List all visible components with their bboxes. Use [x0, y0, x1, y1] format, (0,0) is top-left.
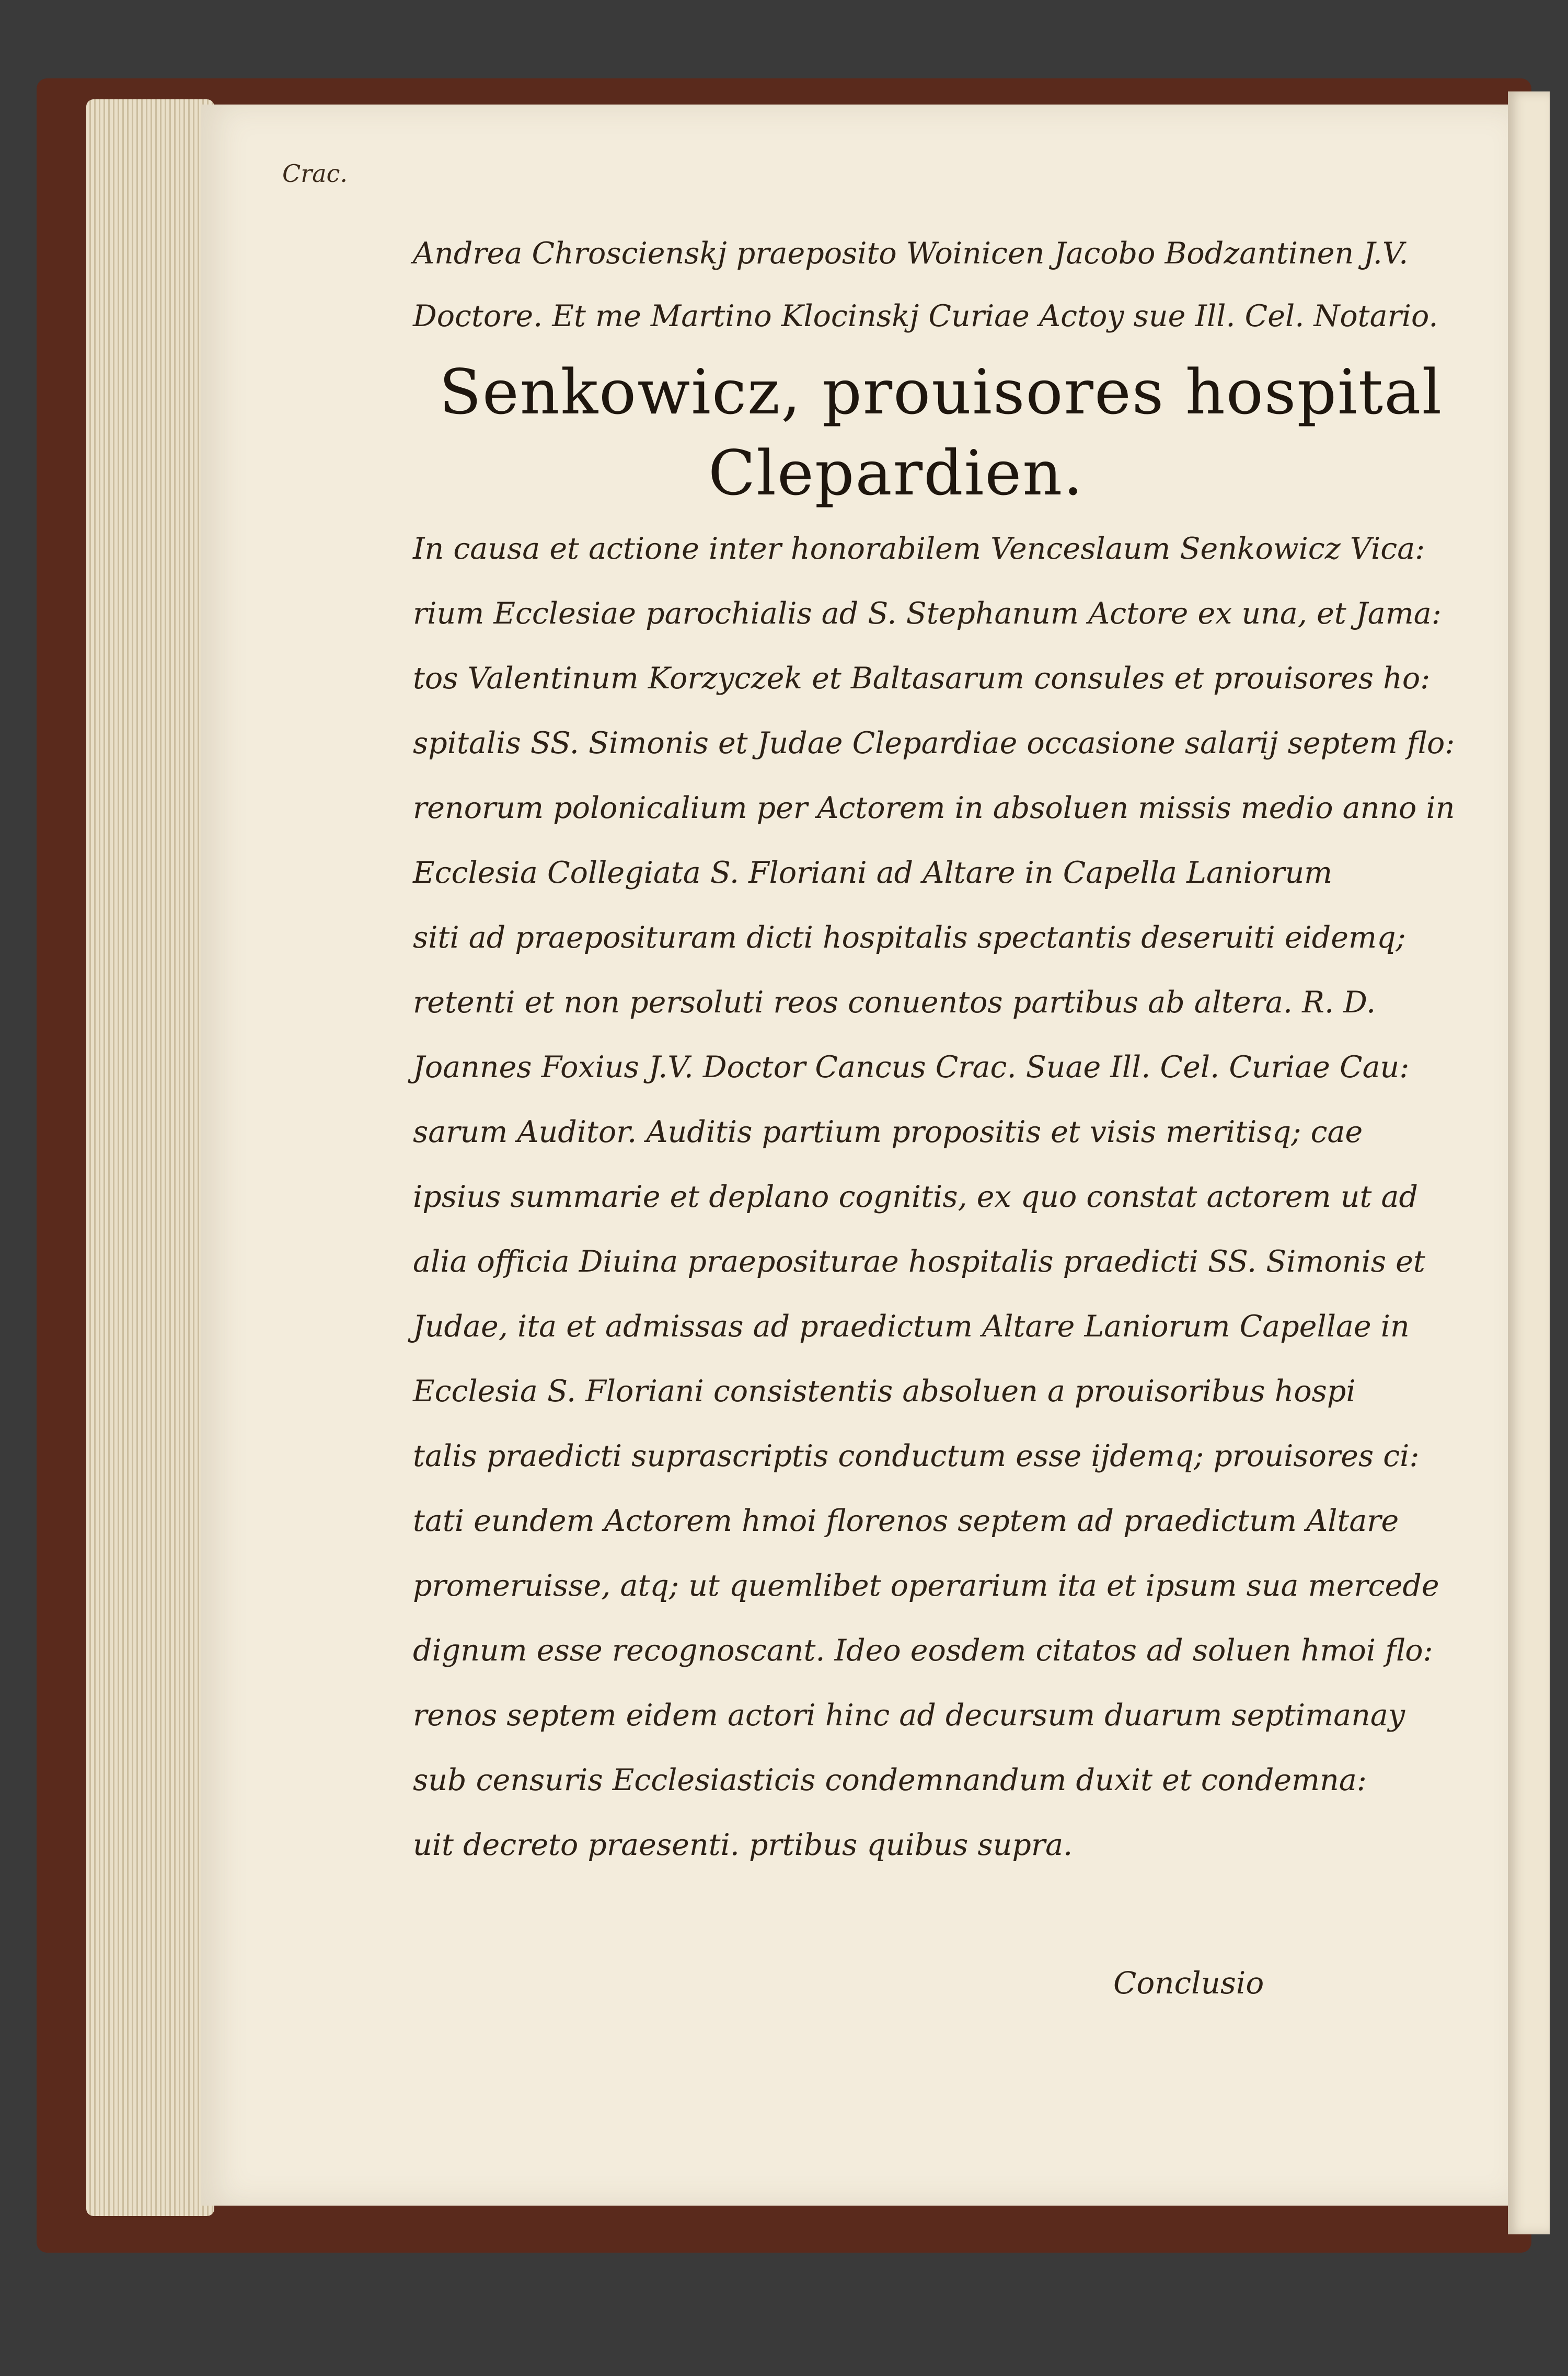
text-line: renos septem eidem actori hinc ad decursum duarum septimanay: [413, 1698, 1405, 1733]
text-line: renorum polonicalium per Actorem in absoluen missis medio anno in: [413, 791, 1455, 825]
text-line: alia officia Diuina praepositurae hospitalis praedicti SS. Simonis et: [413, 1244, 1425, 1279]
text-line: Joannes Foxius J.V. Doctor Cancus Crac. Suae Ill. Cel. Curiae Cau:: [413, 1050, 1410, 1085]
text-line: tos Valentinum Korzyczek et Baltasarum consules et prouisores ho:: [413, 661, 1431, 696]
text-line: Doctore. Et me Martino Klocinskj Curiae Actoy sue Ill. Cel. Notario.: [413, 299, 1438, 333]
facing-page-edge: [1508, 91, 1550, 2234]
text-line: sub censuris Ecclesiasticis condemnandum duxit et condemna:: [413, 1763, 1367, 1797]
text-line: Ecclesia S. Floriani consistentis absoluen a prouisoribus hospi: [413, 1374, 1356, 1409]
heading-line-2: Clepardien.: [708, 437, 1084, 509]
catchword: Conclusio: [1113, 1965, 1264, 2001]
text-line: spitalis SS. Simonis et Judae Clepardiae occasione salarij septem flo:: [413, 726, 1455, 760]
text-line: dignum esse recognoscant. Ideo eosdem citatos ad soluen hmoi flo:: [413, 1633, 1433, 1668]
text-line: promeruisse, atq; ut quemlibet operarium ita et ipsum sua mercede: [413, 1568, 1439, 1603]
text-line: retenti et non persoluti reos conuentos partibus ab altera. R. D.: [413, 985, 1376, 1020]
text-line: Andrea Chroscienskj praeposito Woinicen Jacobo Bodzantinen J.V.: [413, 236, 1409, 271]
heading-line-1: Senkowicz, prouisores hospital: [439, 356, 1443, 428]
text-line: Ecclesia Collegiata S. Floriani ad Altare in Capella Laniorum: [413, 856, 1333, 890]
text-line: In causa et actione inter honorabilem Venceslaum Senkowicz Vica:: [413, 532, 1425, 566]
text-line: talis praedicti suprascriptis conductum esse ijdemq; prouisores ci:: [413, 1439, 1420, 1473]
text-line: uit decreto praesenti. prtibus quibus supra.: [413, 1828, 1073, 1862]
text-line: rium Ecclesiae parochialis ad S. Stephanum Actore ex una, et Jama:: [413, 596, 1442, 631]
text-line: ipsius summarie et deplano cognitis, ex quo constat actorem ut ad: [413, 1180, 1418, 1214]
corner-note: Crac.: [282, 159, 348, 188]
text-line: siti ad praeposituram dicti hospitalis spectantis deseruiti eidemq;: [413, 920, 1406, 955]
text-line: Judae, ita et admissas ad praedictum Altare Laniorum Capellae in: [413, 1309, 1410, 1344]
page-edges: [86, 99, 214, 2216]
text-line: sarum Auditor. Auditis partium propositis et visis meritisq; cae: [413, 1115, 1363, 1149]
text-line: tati eundem Actorem hmoi florenos septem ad praedictum Altare: [413, 1504, 1399, 1538]
